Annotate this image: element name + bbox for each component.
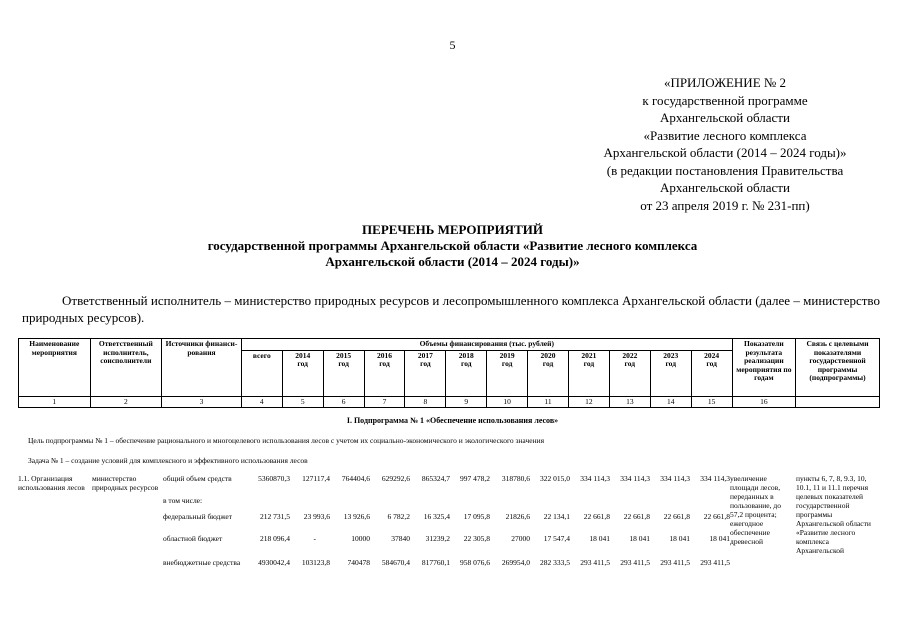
- activity-responsible: министерство природных ресурсов: [92, 474, 159, 492]
- header-year: [650, 350, 691, 396]
- year-value: 2021: [581, 350, 597, 360]
- column-number: 14: [650, 396, 691, 408]
- financing-value: 22 661,8: [663, 512, 690, 521]
- column-number: 7: [364, 396, 405, 408]
- financing-value: -: [313, 534, 316, 543]
- table-header-wrap: [18, 338, 880, 408]
- header-link: Связь с целевыми показателями государственной программы (подпрограммы): [796, 339, 880, 397]
- year-value: 2016: [376, 350, 392, 360]
- column-number: 11: [528, 396, 569, 408]
- column-number: 16: [732, 396, 795, 408]
- header-activity-name: Наименование мероприятия: [19, 339, 91, 397]
- year-suffix: год: [501, 359, 513, 368]
- column-number: 1: [19, 396, 91, 408]
- financing-value: 293 411,5: [660, 558, 690, 567]
- column-number: 9: [446, 396, 487, 408]
- financing-value: 293 411,5: [700, 558, 730, 567]
- year-suffix: год: [542, 359, 554, 368]
- year-suffix: год: [297, 359, 308, 368]
- header-year: [609, 350, 650, 396]
- financing-value: 27000: [511, 534, 530, 543]
- financing-value: 322 015,0: [540, 474, 570, 483]
- header-year: [568, 350, 609, 396]
- year-value: 2015: [336, 350, 352, 360]
- financing-value: 293 411,5: [620, 558, 650, 567]
- year-value: 2022: [622, 350, 638, 360]
- financing-value: 31239,2: [425, 534, 450, 543]
- column-number: 6: [323, 396, 364, 408]
- column-number: 2: [90, 396, 162, 408]
- header-funding-source: Источники финанси-рования: [162, 339, 242, 397]
- financing-value: 629292,6: [381, 474, 410, 483]
- funding-source: внебюджетные средства: [163, 558, 241, 567]
- year-value: 2014: [295, 350, 311, 360]
- financing-value: 334 114,3: [700, 474, 730, 483]
- activity-target-link: пункты 6, 7, 8, 9.3, 10, 10.1, 11 и 11.1 перечня целевых показателей государственной программы Архангельской области «Развитие лесного комплекса Архангельской: [796, 474, 871, 555]
- appendix-line: Архангельской области: [660, 180, 790, 195]
- title-line: ПЕРЕЧЕНЬ МЕРОПРИЯТИЙ: [362, 222, 543, 237]
- year-suffix: год: [379, 359, 390, 368]
- financing-value: 22 305,8: [463, 534, 490, 543]
- column-number: 8: [405, 396, 446, 408]
- financing-value: 997 478,2: [460, 474, 490, 483]
- title-line: государственной программы Архангельской области «Развитие лесного комплекса: [207, 238, 698, 253]
- financing-value: 18 041: [629, 534, 650, 543]
- column-number: 12: [568, 396, 609, 408]
- funding-source: областной бюджет: [163, 534, 223, 543]
- financing-value: 584670,4: [381, 558, 410, 567]
- year-suffix: год: [460, 359, 472, 368]
- header-total: всего: [241, 350, 282, 396]
- header-year: [528, 350, 569, 396]
- subprogram-title: I. Подпрограмма № 1 «Обеспечение использования лесов»: [346, 416, 559, 425]
- year-suffix: год: [624, 359, 636, 368]
- activity-name: 1.1. Организация использования лесов: [18, 474, 85, 492]
- financing-value: 22 661,8: [703, 512, 730, 521]
- measures-table-header: [18, 338, 880, 408]
- appendix-header: [560, 74, 890, 214]
- financing-value: 334 114,3: [660, 474, 690, 483]
- values-row-regional: [254, 534, 730, 544]
- year-value: 2017: [417, 350, 433, 360]
- financing-value: 865324,7: [421, 474, 450, 483]
- funding-source: в том числе:: [163, 496, 203, 505]
- subprogram-goal: Цель подпрограммы № 1 – обеспечение рационального и многоцелевого использования лесов с учетом их социально-экономического и экологического значения: [28, 436, 545, 445]
- financing-value: 6 782,2: [387, 512, 410, 521]
- financing-value: 22 134,1: [543, 512, 570, 521]
- year-value: 2019: [499, 350, 515, 360]
- appendix-line: (в редакции постановления Правительства: [606, 162, 844, 178]
- header-indicators: Показатели результата реализации мероприятия по годам: [732, 339, 795, 397]
- financing-value: 334 114,3: [580, 474, 610, 483]
- column-number: 3: [162, 396, 242, 408]
- activity-indicator: увеличение площади лесов, переданных в пользование, до 57,2 процента; ежегодное обеспечение древесной: [730, 474, 781, 546]
- header-year: [405, 350, 446, 396]
- appendix-line: «Развитие лесного комплекса: [643, 127, 807, 143]
- appendix-line: «ПРИЛОЖЕНИЕ № 2: [663, 75, 787, 90]
- header-year: [323, 350, 364, 396]
- financing-value: 18 041: [669, 534, 690, 543]
- financing-value: 18 041: [709, 534, 730, 543]
- financing-value: 4930042,4: [258, 558, 290, 567]
- financing-value: 17 547,4: [543, 534, 570, 543]
- year-value: 2020: [540, 350, 556, 360]
- financing-value: 23 993,6: [303, 512, 330, 521]
- column-number: [796, 396, 880, 408]
- header-financing: Объемы финансирования (тыс. рублей): [241, 339, 732, 351]
- financing-value: 5360870,3: [258, 474, 290, 483]
- funding-source: общий объем средств: [163, 474, 232, 483]
- appendix-line: Архангельской области: [660, 110, 790, 125]
- column-number: 13: [609, 396, 650, 408]
- page-number: 5: [449, 38, 456, 52]
- financing-value: 21826,6: [505, 512, 530, 521]
- financing-value: 958 076,6: [460, 558, 490, 567]
- financing-value: 10000: [351, 534, 370, 543]
- financing-value: 318780,6: [501, 474, 530, 483]
- header-year: [487, 350, 528, 396]
- appendix-line: от 23 апреля 2019 г. № 231-пп): [640, 197, 810, 213]
- appendix-line: к государственной программе: [642, 92, 808, 108]
- activity-row: [18, 474, 880, 614]
- year-suffix: год: [420, 359, 431, 368]
- year-value: 2024: [704, 350, 720, 360]
- financing-value: 127117,4: [302, 474, 330, 483]
- column-number: 10: [487, 396, 528, 408]
- financing-value: 22 661,8: [623, 512, 650, 521]
- year-suffix: год: [706, 359, 717, 368]
- column-number: 4: [241, 396, 282, 408]
- financing-value: 16 325,4: [423, 512, 450, 521]
- financing-value: 13 926,6: [343, 512, 370, 521]
- year-suffix: год: [583, 359, 595, 368]
- financing-value: 103123,8: [301, 558, 330, 567]
- values-row-federal: [254, 512, 730, 522]
- financing-value: 212 731,5: [260, 512, 290, 521]
- document-title: [60, 222, 845, 270]
- financing-value: 282 333,5: [540, 558, 570, 567]
- subprogram-task: Задача № 1 – создание условий для комплексного и эффективного использования лесов: [28, 456, 308, 465]
- financing-value: 293 411,5: [580, 558, 610, 567]
- column-number: 5: [282, 396, 323, 408]
- header-year: [446, 350, 487, 396]
- header-responsible: Ответственный исполнитель, соисполнители: [90, 339, 162, 397]
- header-year: [282, 350, 323, 396]
- year-value: 2018: [458, 350, 474, 360]
- title-line: Архангельской области (2014 – 2024 годы)»: [325, 254, 580, 269]
- financing-value: 37840: [391, 534, 410, 543]
- header-year: [691, 350, 732, 396]
- header-year: [364, 350, 405, 396]
- financing-value: 17 095,8: [463, 512, 490, 521]
- financing-value: 817760,1: [421, 558, 450, 567]
- funding-source: федеральный бюджет: [163, 512, 233, 521]
- year-value: 2023: [663, 350, 679, 360]
- financing-value: 218 096,4: [260, 534, 290, 543]
- financing-value: 22 661,8: [583, 512, 610, 521]
- year-suffix: год: [665, 359, 676, 368]
- financing-value: 334 114,3: [620, 474, 650, 483]
- values-row-extrabudgetary: [254, 558, 730, 568]
- year-suffix: год: [338, 359, 349, 368]
- financing-value: 269954,0: [501, 558, 530, 567]
- financing-value: 18 041: [589, 534, 610, 543]
- financing-value: 740478: [347, 558, 370, 567]
- appendix-line: Архангельской области (2014 – 2024 годы)»: [603, 145, 847, 160]
- values-row-total: [254, 474, 730, 484]
- financing-value: 764404,6: [341, 474, 370, 483]
- column-number: 15: [691, 396, 732, 408]
- responsible-executor-paragraph: Ответственный исполнитель – министерство природных ресурсов и лесопромышленного комплекса Архангельской области (далее – министерство природных ресурсов).: [22, 293, 880, 325]
